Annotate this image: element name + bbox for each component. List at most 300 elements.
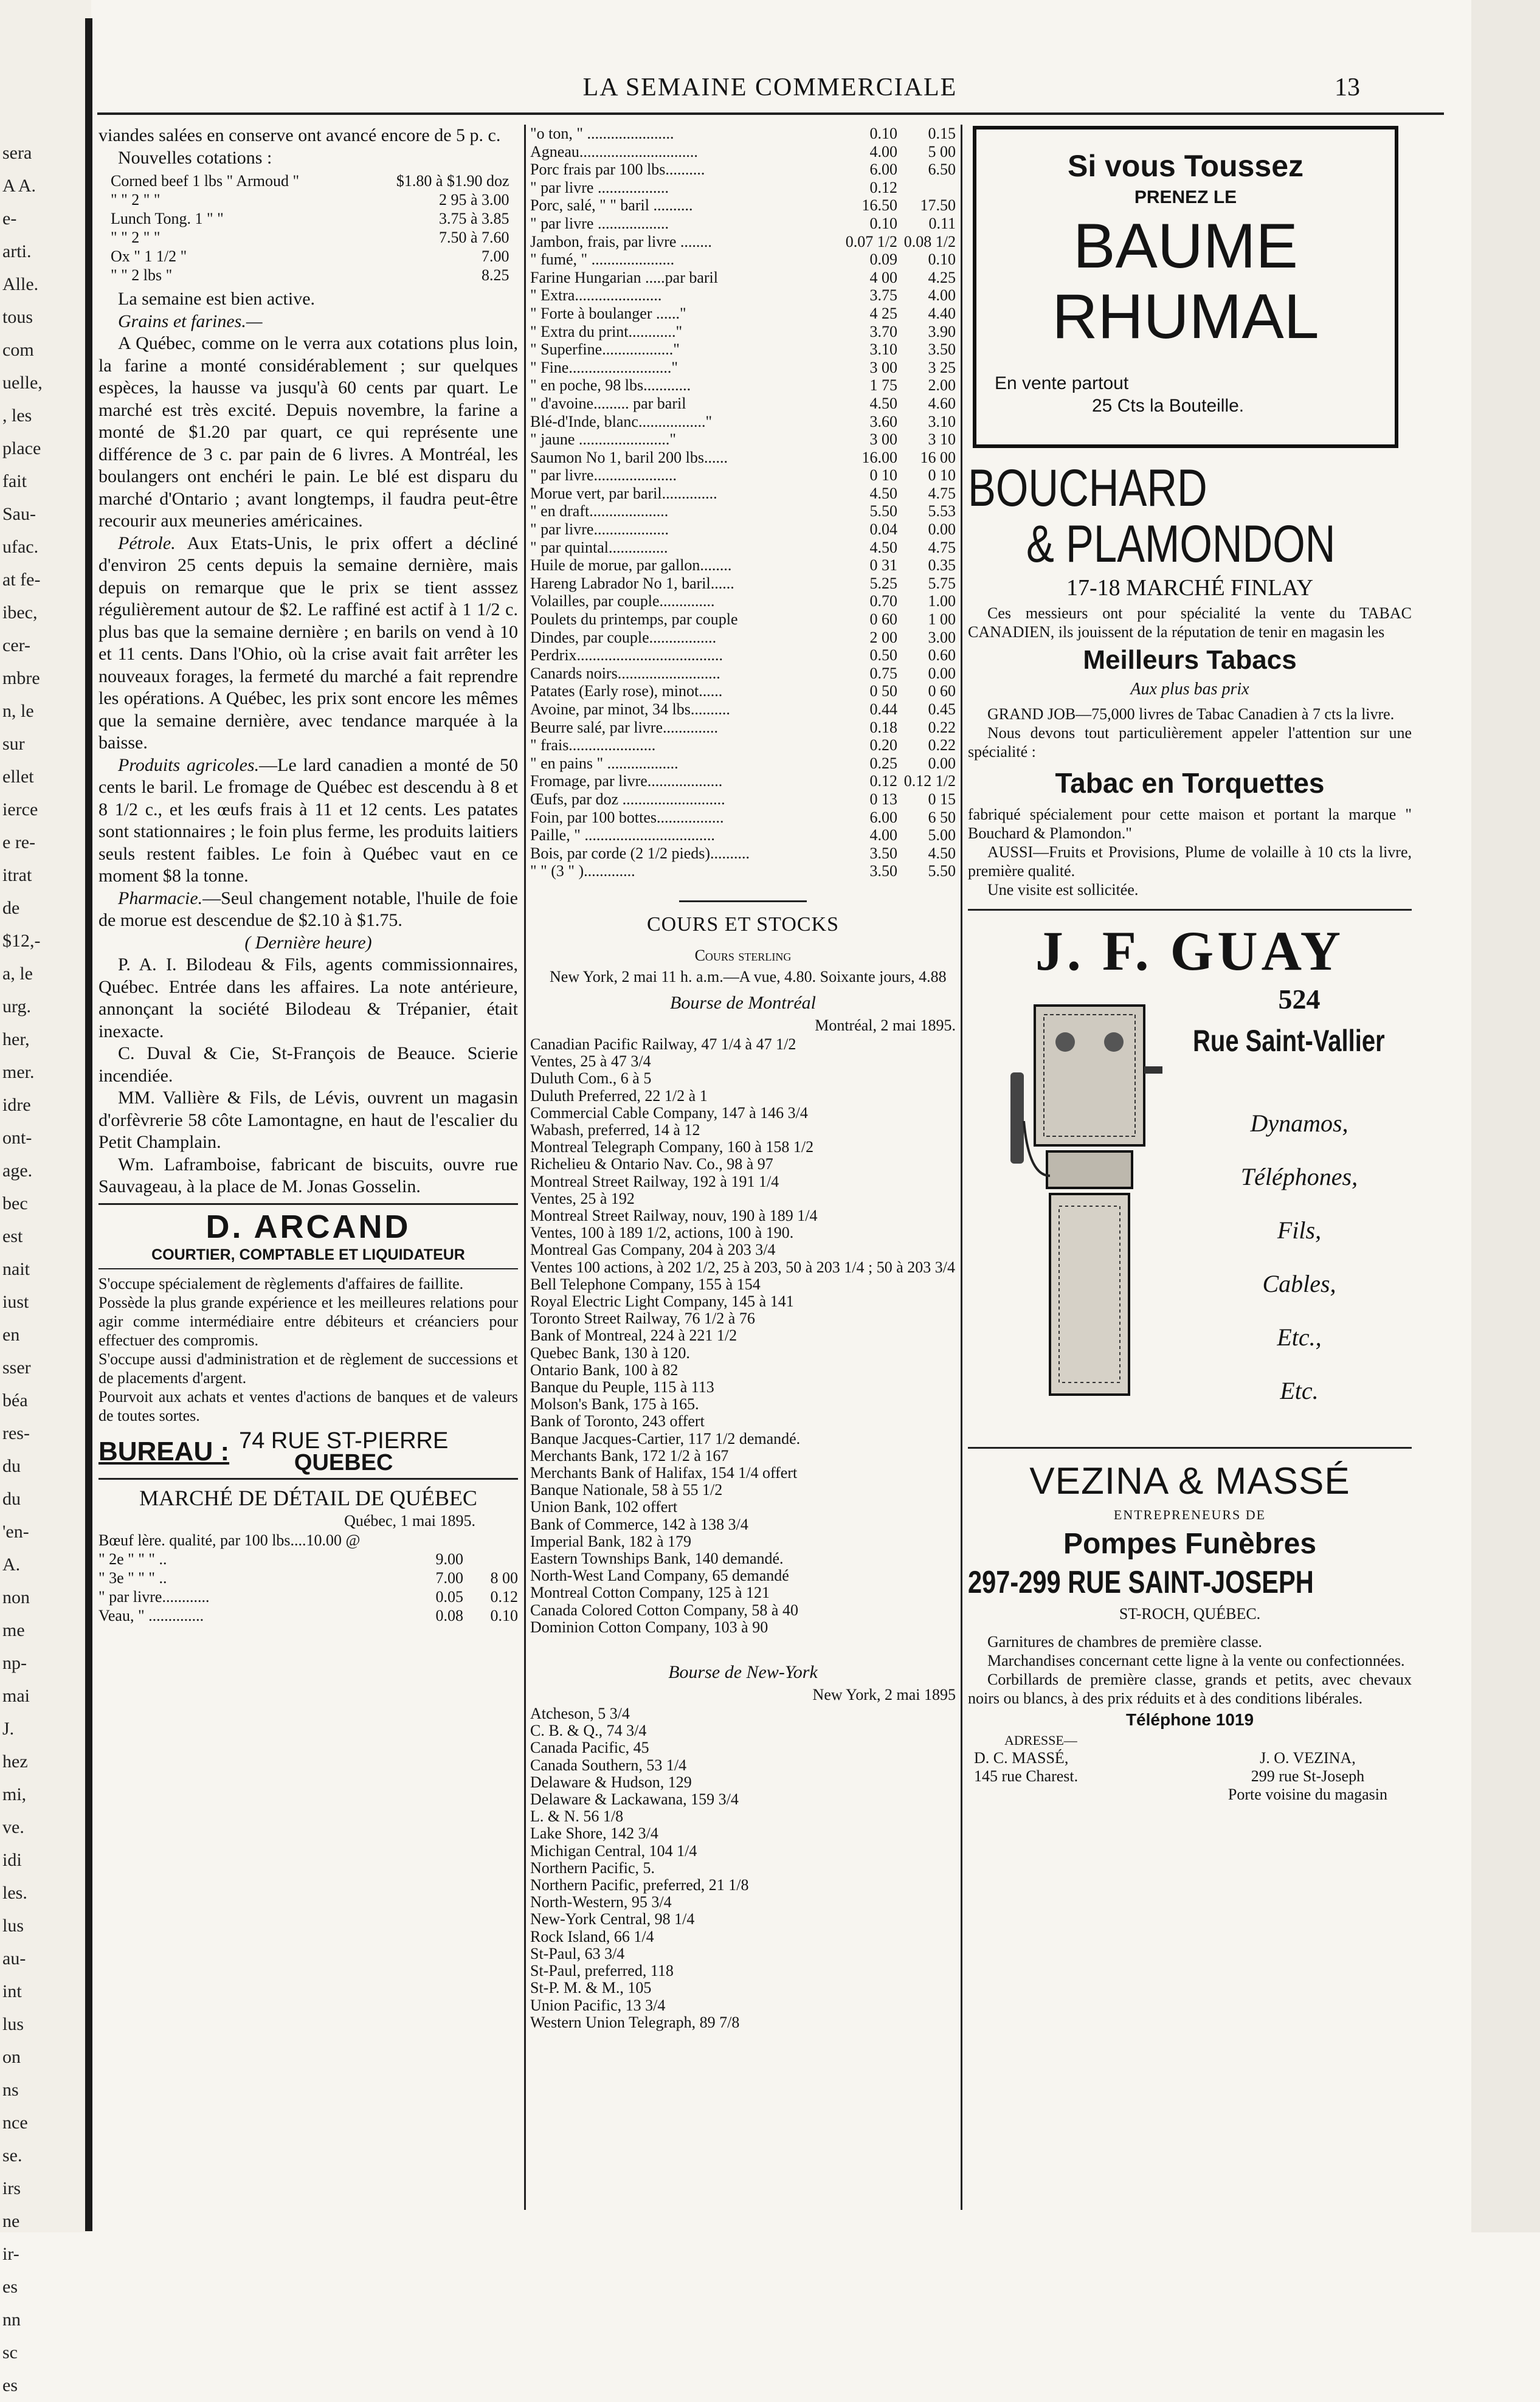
price-value: 0.22	[928, 718, 956, 736]
price-item: Beurre salé, par livre..............	[530, 718, 719, 736]
stock-quote: Ventes, 25 à 47 3/4	[530, 1052, 651, 1071]
price-item: " par livre ..................	[530, 178, 669, 196]
price-value: 4.00	[869, 826, 897, 844]
left-fragment-word: me	[2, 1620, 25, 1640]
meat-price: 7.50 à 7.60	[438, 229, 509, 246]
left-fragment-word: int	[2, 1981, 22, 2001]
left-fragment-word: 'en-	[2, 1522, 29, 1542]
left-fragment-word: non	[2, 1587, 30, 1607]
price-value: 5 00	[928, 142, 956, 160]
price-value: 0.18	[869, 718, 897, 736]
vezina-city: ST-ROCH, QUÉBEC.	[1119, 1605, 1261, 1623]
stock-quote: Montreal Cotton Company, 125 à 121	[530, 1584, 770, 1602]
price-value: 3 00	[869, 358, 897, 376]
price-item: " frais......................	[530, 736, 656, 754]
right-scan-margin	[1471, 0, 1540, 2232]
marche-price: 8 00	[490, 1569, 518, 1587]
price-row	[530, 629, 956, 647]
bouchard-heading: Tabac en Torquettes	[1055, 767, 1325, 799]
news-item: P. A. I. Bilodeau & Fils, agents commissionnaires, Québec. Entrée dans les affaires. La note antérieure, annonçant la société Bilodeau & Trépanier, était inexacte.	[98, 954, 518, 1041]
guay-item: Etc.	[1280, 1377, 1319, 1404]
marche-row	[98, 1531, 518, 1550]
guay-item: Cables,	[1262, 1270, 1336, 1297]
sterling-text: New York, 2 mai 11 h. a.m.—A vue, 4.80. Soixante jours, 4.88	[550, 967, 947, 985]
meat-item: " " 2 " "	[111, 191, 161, 209]
price-row	[530, 862, 956, 880]
stock-quote: Ventes 100 actions, à 202 1/2, 25 à 203, 50 à 203 1/4 ; 50 à 203 3/4	[530, 1258, 956, 1276]
column-rule-1	[524, 125, 526, 2210]
price-value: 0 50	[869, 682, 897, 700]
price-value: 3 10	[928, 430, 956, 449]
left-fragment-word: nn	[2, 2310, 21, 2330]
price-item: Dindes, par couple.................	[530, 628, 717, 646]
meat-row	[111, 190, 509, 209]
price-value: 0 60	[869, 610, 897, 629]
price-value: 0.04	[869, 520, 897, 539]
price-row	[530, 160, 956, 179]
price-item: Huile de morue, par gallon........	[530, 556, 732, 575]
price-value: 1.00	[928, 592, 956, 610]
vezina-heading: Pompes Funèbres	[1063, 1528, 1317, 1560]
article-paragraph: La semaine est bien active.	[118, 289, 316, 309]
stock-quote: Dominion Cotton Company, 103 à 90	[530, 1618, 768, 1636]
price-value: 0.08 1/2	[903, 232, 956, 250]
left-fragment-word: $12,-	[2, 931, 41, 951]
meat-row	[111, 209, 509, 228]
price-item: " fumé, " .....................	[530, 250, 675, 269]
price-item: Volailles, par couple..............	[530, 592, 715, 610]
left-fragment-word: lus	[2, 2014, 24, 2034]
left-fragment-word: est	[2, 1226, 23, 1246]
meat-row	[111, 266, 509, 285]
left-fragment-word: ve.	[2, 1817, 24, 1837]
meat-row	[111, 228, 509, 247]
vezina-address: 297-299 RUE SAINT-JOSEPH	[968, 1565, 1314, 1600]
vezina-left-address: 145 rue Charest.	[974, 1767, 1079, 1785]
bouchard-line-2: & PLAMONDON	[1026, 515, 1336, 573]
stock-quote: Ventes, 25 à 192	[530, 1189, 635, 1207]
bureau-city: QUEBEC	[294, 1450, 393, 1475]
vezina-masse-ad	[968, 1458, 1412, 1804]
left-fragment-word: au-	[2, 1948, 26, 1969]
price-value: 4.75	[928, 484, 956, 502]
marche-price: 0.12	[490, 1587, 518, 1606]
vezina-name: VEZINA & MASSÉ	[1029, 1460, 1350, 1502]
page-number: 13	[1335, 74, 1360, 102]
cours-title: COURS ET STOCKS	[646, 913, 840, 936]
price-value: 16.50	[862, 196, 897, 215]
column-3	[968, 125, 1448, 1804]
ornament-rule	[530, 889, 956, 911]
left-fragment-word: np-	[2, 1653, 27, 1673]
price-row	[530, 790, 956, 809]
price-row	[530, 233, 956, 251]
left-fragment-word: itrat	[2, 865, 32, 885]
price-value: 0.00	[928, 754, 956, 772]
price-value: 3 25	[928, 358, 956, 376]
bourse-montreal-title: Bourse de Montréal	[670, 992, 816, 1013]
vezina-text: Garnitures de chambres de première classe.	[987, 1633, 1262, 1651]
stock-quote: Imperial Bank, 182 à 179	[530, 1532, 691, 1550]
left-fragment-word: urg.	[2, 996, 31, 1016]
left-fragment-word: nait	[2, 1259, 30, 1279]
left-fragment-word: place	[2, 438, 41, 458]
vezina-right-note: Porte voisine du magasin	[1228, 1786, 1387, 1803]
price-row	[530, 826, 956, 844]
section-heading: Pétrole.	[118, 533, 176, 553]
stock-quote: St-Paul, preferred, 118	[530, 1962, 674, 1980]
vezina-right-name: J. O. VEZINA,	[1260, 1749, 1356, 1767]
price-row	[530, 592, 956, 610]
article-paragraph: Aux Etats-Unis, le prix offert a décliné d'environ 25 cents depuis la semaine dernière, mais depuis on remarque que le prix se tient asssez régulièrement autour de $2. Le raffiné est actif à 1 1/2 c. plus bas que la semaine dernière ; en barils on vend à 10 et 11 cents. Dans l'Ohio, où la crise avait fait arrêter les nouveaux forages, la fermeté du marché a fait reprendre les opérations. A Québec, les prix sont encore les mêmes que la semaine dernière, avec tendance marquée à la baisse.	[98, 533, 518, 753]
marche-item: " 2e " " " ..	[98, 1550, 167, 1568]
price-value: 0 10	[869, 466, 897, 485]
guay-item: Fils,	[1277, 1217, 1322, 1244]
price-value: 5.50	[869, 502, 897, 520]
price-item: " par quintal...............	[530, 538, 668, 556]
price-value: 3.10	[928, 412, 956, 430]
column-1	[98, 125, 518, 1625]
price-value: 0.10	[928, 250, 956, 269]
price-item: Poulets du printemps, par couple	[530, 610, 738, 629]
article-paragraph: A Québec, comme on le verra aux cotations plus loin, la farine a monté considérablement ; sur quelques espèces, la hausse va jusqu'à 60 cents par quart. Le marché est très excité. Depuis novembre, la farine a monté de $1.20 par quart, ce qui représente une différence de 3 c. par pain de 6 livres. A Montréal, les boulangers ont enchéri le pain. Le blé est disparu du marché d'Ontario ; avant longtemps, il faudra peut-être recourir aux meuneries américaines.	[98, 333, 518, 531]
header-rule	[97, 112, 1444, 115]
left-fragment-word: hez	[2, 1751, 28, 1772]
meat-item: Corned beef 1 lbs " Armoud "	[111, 172, 300, 190]
price-value: 0.12	[869, 178, 897, 196]
price-item: " en draft....................	[530, 502, 669, 520]
left-fragment-word: es	[2, 2277, 18, 2297]
stock-quote: Delaware & Lackawana, 159 3/4	[530, 1790, 739, 1809]
price-item: "o ton, " ......................	[530, 125, 674, 142]
price-value: 1 00	[928, 610, 956, 629]
bouchard-text: Ces messieurs ont pour spécialité la vente du TABAC CANADIEN, ils jouissent de la réputation de tenir en magasin les	[968, 604, 1412, 641]
vezina-text: Marchandises concernant cette ligne à la vente ou confectionnées.	[987, 1652, 1405, 1669]
meat-item: Lunch Tong. 1 " "	[111, 210, 224, 227]
marche-row	[98, 1550, 518, 1569]
price-value: 3.10	[869, 340, 897, 359]
telephone-illustration	[992, 993, 1175, 1419]
marche-price: 7.00	[435, 1569, 463, 1587]
left-fragment-word: her,	[2, 1029, 30, 1049]
stock-quote: Canadian Pacific Railway, 47 1/4 à 47 1/2	[530, 1035, 796, 1053]
article-paragraph: —Le lard canadien a monté de 50 cents le baril. Le fromage de Québec est descendu à 8 et 8 1/2 c., et les œufs frais à 11 et 12 cents. Les patates sont stationnaires ; le foin plus ferme, les produits laitiers seuls restent faibles. Le foin à Québec vaut en ce moment $8 la tonne.	[98, 754, 518, 886]
left-fragment-word: ir-	[2, 2244, 19, 2264]
left-fragment-word: idre	[2, 1095, 31, 1115]
price-item: " par livre...................	[530, 520, 669, 539]
left-fragment-word: A A.	[2, 176, 36, 196]
price-value: 0.07 1/2	[845, 232, 897, 250]
stock-quote: Montreal Street Railway, 192 à 191 1/4	[530, 1172, 779, 1190]
price-value: 0.22	[928, 736, 956, 754]
price-value: 4.50	[869, 538, 897, 556]
bouchard-line-3: 17-18 MARCHÉ FINLAY	[1066, 575, 1314, 601]
left-fragment-word: Alle.	[2, 274, 39, 294]
stock-quote: C. B. & Q., 74 3/4	[530, 1722, 647, 1740]
ad-divider	[968, 1447, 1412, 1449]
left-fragment-word: J.	[2, 1719, 15, 1739]
bourse-newyork-date: New York, 2 mai 1895	[812, 1686, 956, 1704]
price-value: 5.75	[928, 574, 956, 592]
price-value: 3.50	[869, 862, 897, 880]
price-item: Canards noirs..........................	[530, 664, 720, 682]
bouchard-line-1: BOUCHARD	[968, 459, 1207, 517]
left-fragment-word: mbre	[2, 668, 40, 688]
stock-quote: Banque Nationale, 58 à 55 1/2	[530, 1481, 723, 1499]
guay-street: Rue Saint-Vallier	[1193, 1024, 1385, 1058]
stock-quote: Merchants Bank, 172 1/2 à 167	[530, 1446, 729, 1465]
guay-item: Téléphones,	[1240, 1163, 1358, 1190]
stock-quote: Eastern Townships Bank, 140 demandé.	[530, 1550, 784, 1568]
price-value	[897, 179, 956, 197]
price-row	[530, 430, 956, 449]
left-fragment-word: ellet	[2, 767, 34, 787]
arcand-line: S'occupe aussi d'administration et de règlement de successions et de placements d'argent.	[98, 1350, 518, 1387]
meat-price: 7.00	[482, 247, 509, 265]
stock-quote: Delaware & Hudson, 129	[530, 1773, 692, 1791]
left-fragment-column	[2, 137, 81, 2402]
left-fragment-word: at fe-	[2, 570, 41, 590]
price-value: 3.70	[869, 322, 897, 340]
meat-price: 8.25	[482, 266, 509, 284]
left-fragment-word: a, le	[2, 964, 33, 984]
bourse-montreal-list	[530, 1036, 956, 1636]
left-fragment-word: lus	[2, 1916, 24, 1936]
left-fragment-word: ne	[2, 2211, 20, 2231]
baume-line-4: RHUMAL	[1052, 281, 1319, 352]
marche-item: Bœuf lère. qualité, par 100 lbs....10.00 @	[98, 1531, 361, 1549]
price-row	[530, 449, 956, 467]
price-value: 4.75	[928, 538, 956, 556]
price-row	[530, 250, 956, 269]
stock-quote: Richelieu & Ontario Nav. Co., 98 à 97	[530, 1155, 773, 1173]
stock-quote: Union Pacific, 13 3/4	[530, 1996, 666, 2014]
marche-title: MARCHÉ DE DÉTAIL DE QUÉBEC	[139, 1485, 477, 1510]
left-fragment-word: les.	[2, 1883, 27, 1903]
price-item: Œufs, par doz ..........................	[530, 790, 725, 808]
left-fragment-word: Sau-	[2, 504, 36, 524]
left-fragment-word: , les	[2, 406, 32, 426]
left-fragment-word: res-	[2, 1423, 30, 1443]
price-value: 0.00	[928, 664, 956, 682]
price-item: Patates (Early rose), minot......	[530, 682, 723, 700]
left-fragment-word: com	[2, 340, 34, 360]
price-value: 0.50	[869, 646, 897, 664]
left-fragment-word: age.	[2, 1161, 33, 1181]
left-fragment-word: sur	[2, 734, 25, 754]
price-item: Porc frais par 100 lbs..........	[530, 160, 705, 179]
price-value: 0 15	[928, 790, 956, 808]
arcand-line: S'occupe spécialement de règlements d'affaires de faillite.	[98, 1274, 464, 1292]
price-item: Foin, par 100 bottes.................	[530, 808, 724, 826]
marche-row	[98, 1569, 518, 1587]
stock-quote: L. & N. 56 1/8	[530, 1807, 624, 1826]
marche-price	[463, 1550, 518, 1569]
left-fragment-word: sser	[2, 1358, 31, 1378]
arcand-bureau	[98, 1427, 518, 1480]
stock-quote: St-Paul, 63 3/4	[530, 1944, 625, 1962]
stock-quote: Merchants Bank of Halifax, 154 1/4 offert	[530, 1464, 798, 1482]
price-value: 0.12	[869, 772, 897, 790]
price-value: 5.25	[869, 574, 897, 592]
price-item: Agneau..............................	[530, 142, 698, 160]
price-value: 0.35	[928, 556, 956, 575]
bourse-newyork-list	[530, 1705, 956, 2031]
left-fragment-word: on	[2, 2047, 21, 2067]
marche-row	[98, 1606, 518, 1625]
price-value: 0.60	[928, 646, 956, 664]
stock-quote: St-P. M. & M., 105	[530, 1979, 652, 1997]
left-fragment-word: sera	[2, 143, 32, 163]
left-fragment-word: se.	[2, 2145, 22, 2166]
left-fragment-word: e re-	[2, 832, 36, 852]
stock-quote: Duluth Preferred, 22 1/2 à 1	[530, 1086, 708, 1105]
meat-price: $1.80 à $1.90 doz	[396, 172, 509, 190]
price-value: 4.50	[928, 844, 956, 862]
arcand-subtitle: COURTIER, COMPTABLE ET LIQUIDATEUR	[98, 1245, 518, 1269]
price-item: " Superfine.................."	[530, 340, 680, 359]
price-value: 2.00	[928, 376, 956, 395]
left-fragment-word: bec	[2, 1193, 28, 1213]
meat-item: " " 2 lbs "	[111, 266, 173, 284]
price-row	[530, 809, 956, 827]
price-row	[530, 772, 956, 790]
stock-quote: New-York Central, 98 1/4	[530, 1910, 695, 1928]
price-value: 6.00	[869, 808, 897, 826]
article-paragraph: viandes salées en conserve ont avancé encore de 5 p. c.	[98, 125, 501, 145]
baume-line-1: Si vous Toussez	[1067, 149, 1304, 183]
price-value: 6.50	[928, 160, 956, 179]
price-item: Morue vert, par baril..............	[530, 484, 717, 502]
meat-item: Ox " 1 1/2 "	[111, 247, 187, 265]
section-heading: Pharmacie.	[118, 888, 203, 908]
price-value: 6.00	[869, 160, 897, 179]
market-price-table	[530, 125, 956, 880]
price-value: 3.60	[869, 412, 897, 430]
price-value: 0 31	[869, 556, 897, 575]
left-fragment-word: tous	[2, 307, 33, 327]
meat-row	[111, 171, 509, 190]
article-paragraph: —Seul changement notable, l'huile de foie de morue est descendue de $2.10 à $1.75.	[98, 888, 518, 930]
stock-quote: Northern Pacific, preferred, 21 1/8	[530, 1876, 749, 1894]
ad-divider	[968, 909, 1412, 911]
left-fragment-word: du	[2, 1489, 21, 1509]
price-value: 0.12 1/2	[903, 772, 956, 790]
price-row	[530, 269, 956, 287]
guay-item-list	[1187, 1097, 1412, 1418]
price-row	[530, 556, 956, 575]
price-item: " par livre.....................	[530, 466, 677, 485]
bouchard-text: Nous devons tout particulièrement appeler l'attention sur une spécialité :	[968, 724, 1412, 761]
price-item: " Extra......................	[530, 286, 662, 305]
stock-quote: Bank of Montreal, 224 à 221 1/2	[530, 1327, 737, 1345]
price-item: " par livre ..................	[530, 214, 669, 232]
marche-date: Québec, 1 mai 1895.	[344, 1511, 475, 1530]
stock-quote: Montreal Gas Company, 204 à 203 3/4	[530, 1241, 776, 1259]
price-value: 5.53	[928, 502, 956, 520]
stock-quote: Ventes, 100 à 189 1/2, actions, 100 à 190.	[530, 1224, 794, 1242]
price-row	[530, 215, 956, 233]
price-row	[530, 520, 956, 539]
price-value: 4 00	[869, 268, 897, 286]
bouchard-text: Une visite est sollicitée.	[987, 881, 1139, 899]
arcand-line: Possède la plus grande expérience et les meilleures relations pour agir comme intermédiaire entre débiteurs et créanciers pour effectuer des compromis.	[98, 1293, 518, 1349]
bouchard-subheading: Aux plus bas prix	[1130, 680, 1249, 699]
marche-price	[409, 1531, 463, 1550]
news-item: C. Duval & Cie, St-François de Beauce. Scierie incendiée.	[98, 1043, 518, 1086]
price-value: 0.25	[869, 754, 897, 772]
left-fragment-word: de	[2, 898, 20, 918]
left-fragment-word: nce	[2, 2113, 28, 2133]
stock-quote: Northern Pacific, 5.	[530, 1858, 655, 1877]
price-value: 2 00	[869, 628, 897, 646]
left-fragment-word: mi,	[2, 1784, 27, 1804]
price-value: 3.50	[928, 340, 956, 359]
left-fragment-word: cer-	[2, 635, 31, 655]
stock-quote: Banque du Peuple, 115 à 113	[530, 1378, 714, 1396]
price-value: 0.70	[869, 592, 897, 610]
arcand-line: Pourvoit aux achats et ventes d'actions de banques et de valeurs de toutes sortes.	[98, 1387, 518, 1424]
price-row	[530, 719, 956, 737]
price-value: 16 00	[920, 448, 956, 466]
price-value: 4.60	[928, 394, 956, 412]
section-heading: ( Dernière heure)	[244, 932, 372, 953]
stock-quote: Bank of Toronto, 243 offert	[530, 1412, 705, 1431]
price-row	[530, 413, 956, 431]
stock-quote: Royal Electric Light Company, 145 à 141	[530, 1292, 794, 1310]
vezina-phone: Téléphone 1019	[1125, 1710, 1254, 1729]
stock-quote: Duluth Com., 6 à 5	[530, 1069, 652, 1088]
price-item: Porc, salé, " " baril ..........	[530, 196, 693, 215]
stock-quote: Quebec Bank, 130 à 120.	[530, 1344, 690, 1362]
price-row	[530, 305, 956, 323]
vezina-text: Corbillards de première classe, grands et petits, avec chevaux noirs ou blancs, à des prix réduits et à des conditions libérales.	[968, 1671, 1412, 1707]
left-fragment-word: irs	[2, 2178, 21, 2198]
stock-quote: North-West Land Company, 65 demandé	[530, 1567, 789, 1585]
left-fragment-word: es	[2, 2375, 18, 2395]
left-fragment-word: ufac.	[2, 537, 39, 557]
vezina-adresse-label: ADRESSE—	[1004, 1733, 1077, 1748]
price-row	[530, 376, 956, 395]
price-item: Jambon, frais, par livre ........	[530, 232, 712, 250]
price-value: 4.50	[869, 484, 897, 502]
sterling-title: Cours sterling	[694, 947, 792, 965]
price-row	[530, 610, 956, 629]
price-row	[530, 646, 956, 664]
price-value: 0.10	[869, 214, 897, 232]
price-row	[530, 196, 956, 215]
price-value: 0.20	[869, 736, 897, 754]
left-fragment-word: béa	[2, 1390, 28, 1410]
stock-quote: Rock Island, 66 1/4	[530, 1927, 654, 1945]
marche-detail-section	[98, 1485, 518, 1625]
stock-quote: Bank of Commerce, 142 à 138 3/4	[530, 1515, 748, 1533]
price-item: Bois, par corde (2 1/2 pieds)..........	[530, 844, 750, 862]
price-value: 3.50	[869, 844, 897, 862]
price-row	[530, 700, 956, 719]
price-row	[530, 485, 956, 503]
price-row	[530, 340, 956, 359]
marche-price-table	[98, 1531, 518, 1625]
marche-item: " 3e " " " ..	[98, 1569, 167, 1587]
baume-line-3: BAUME	[1073, 211, 1298, 281]
price-value: 4 25	[869, 304, 897, 322]
price-row	[530, 323, 956, 341]
baume-rhumal-ad	[973, 126, 1398, 448]
price-value: 0 13	[869, 790, 897, 808]
marche-item: " par livre............	[98, 1587, 210, 1606]
stock-quote: Molson's Bank, 175 à 165.	[530, 1395, 699, 1413]
